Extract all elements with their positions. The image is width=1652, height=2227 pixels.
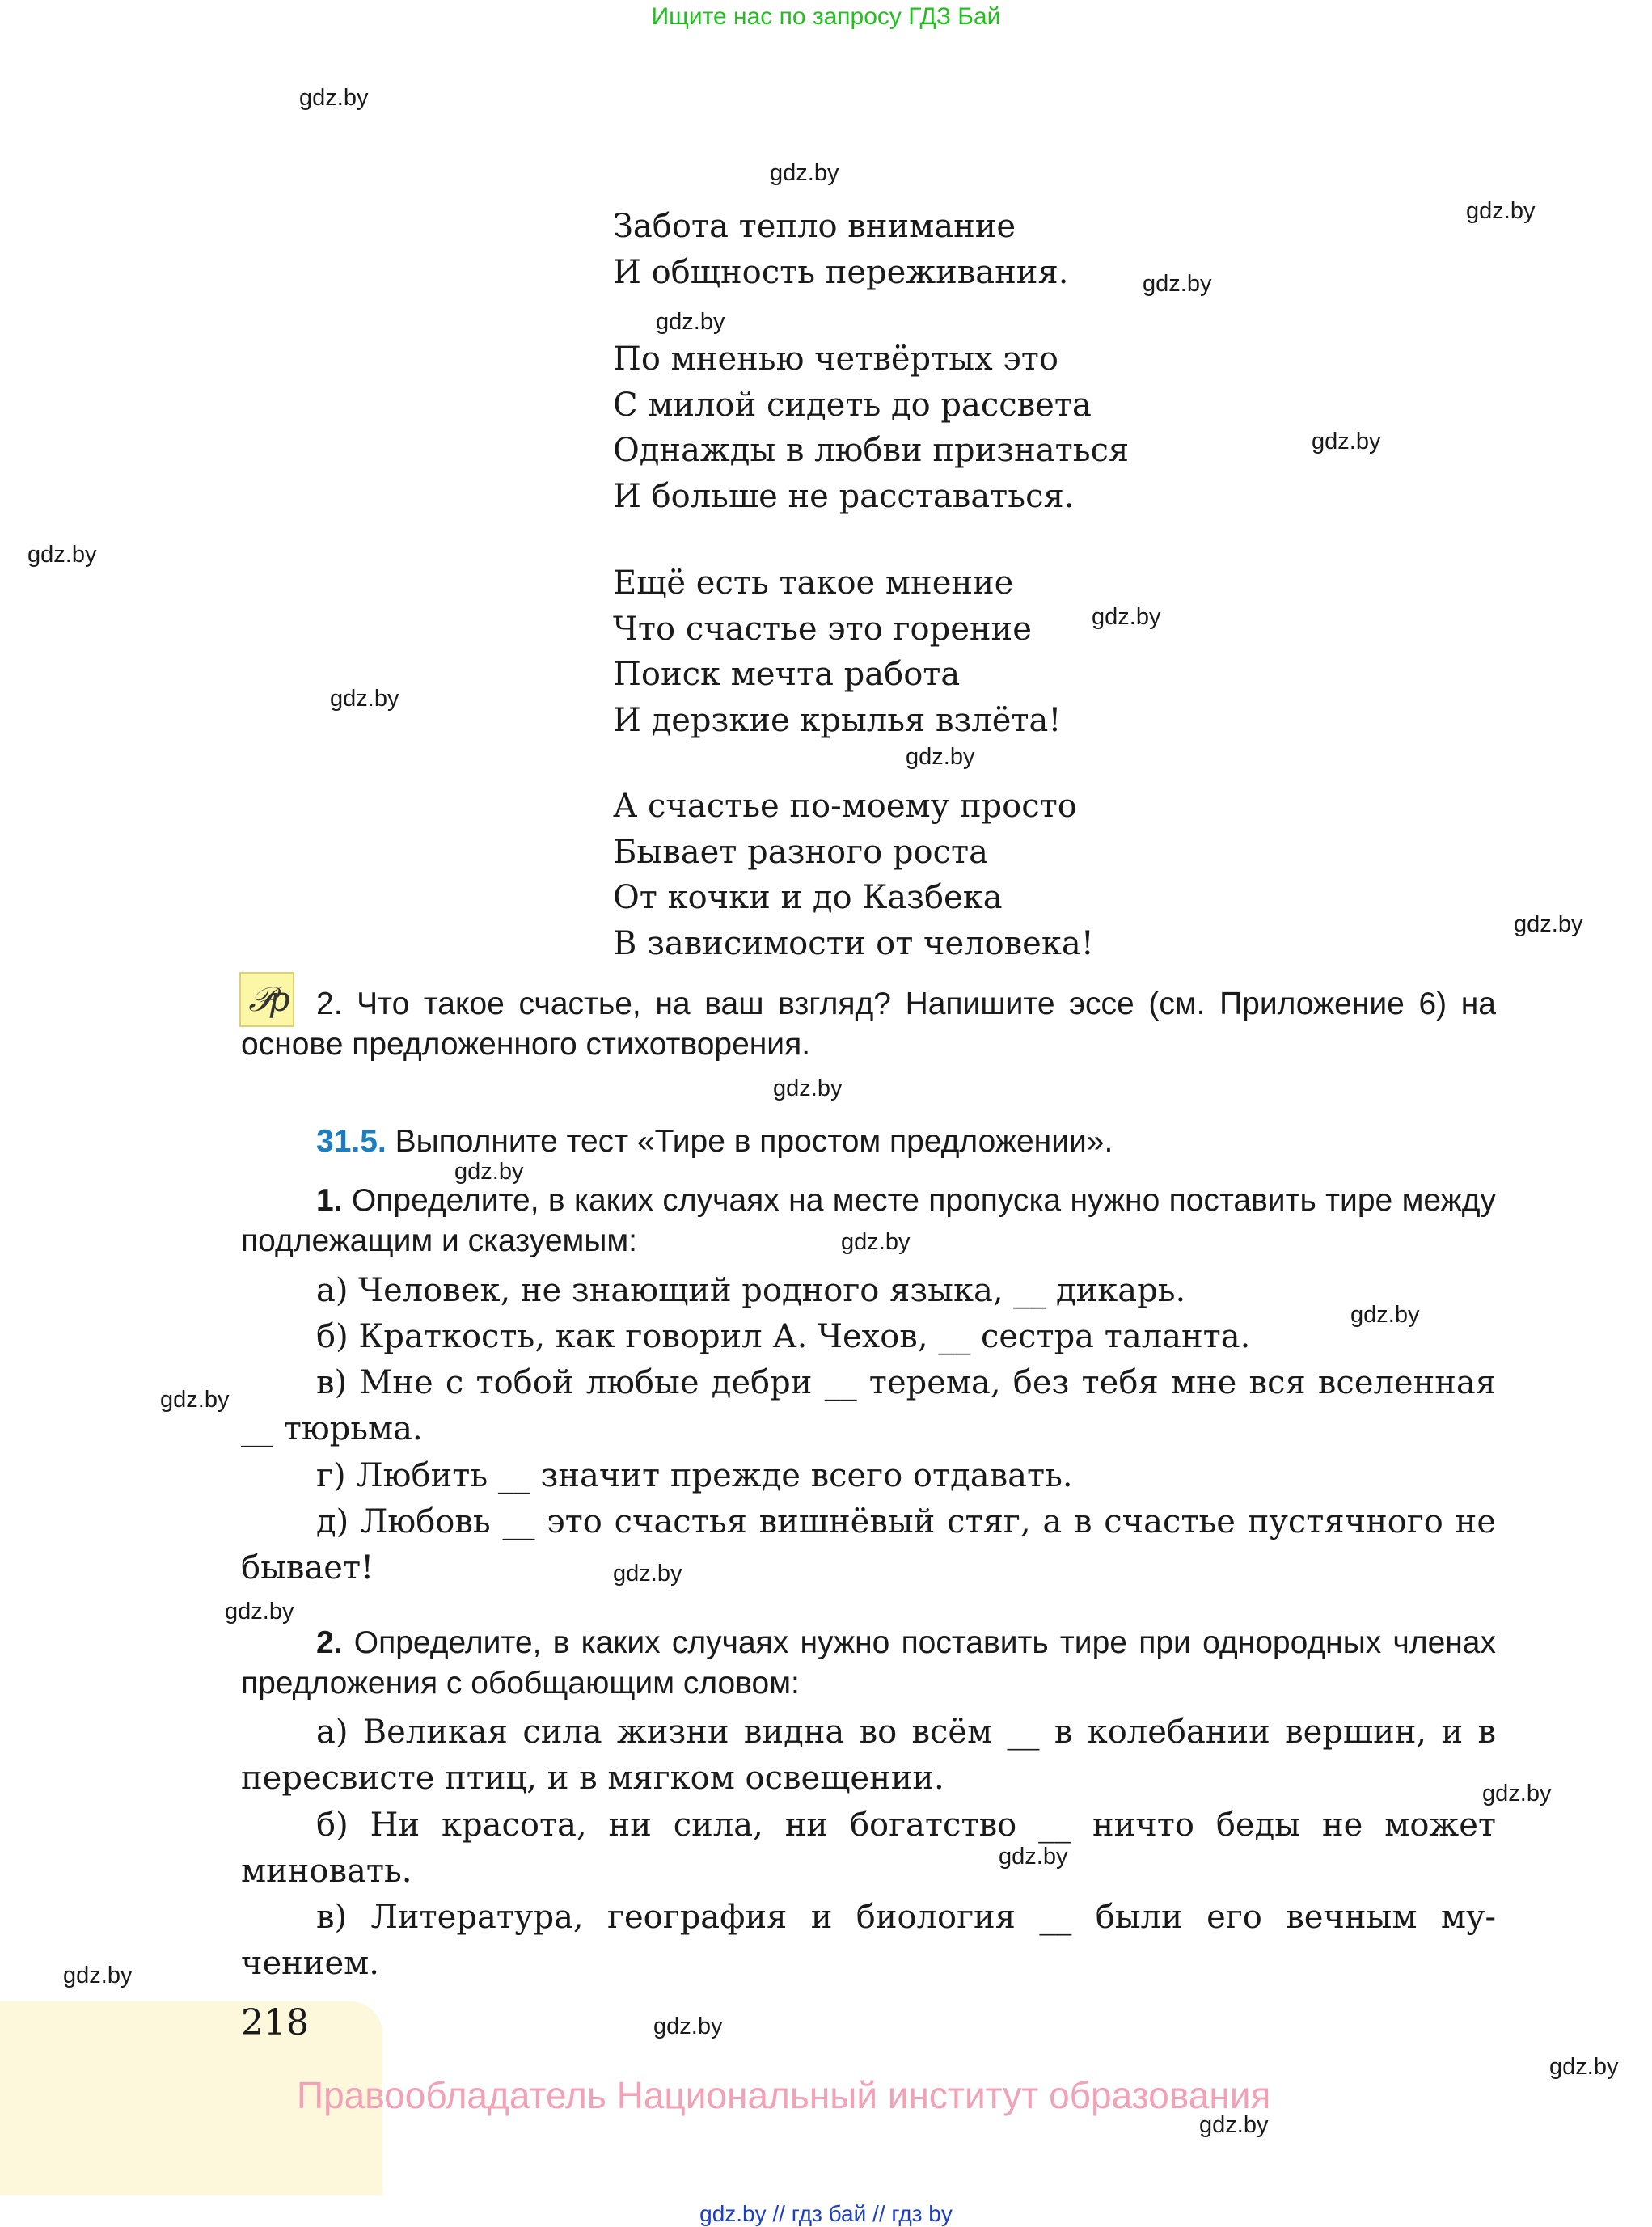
speech-development-icon: 𝒫p [239,972,294,1027]
answer-option: г) Любить __ значит прежде всего отдавать. [316,1457,1073,1494]
watermark: gdz.by [613,1561,682,1587]
question-1 [241,1181,1496,1261]
answer-option: д) Любовь __ это счастья вишнёвый стяг, а в счастье пустячного не бывает! [241,1503,1496,1587]
poem-line: Ещё есть такое мнение [613,564,1014,602]
poem-line: По мненью четвёртых это [613,340,1058,378]
answer-option: б) Ни красота, ни сила, ни богатство __ ничто беды не может миновать. [241,1807,1496,1890]
exercise-title: Выполните тест «Тире в простом предложении». [386,1124,1113,1159]
question-text: Определите, в каких случаях на месте пропуска нужно поставить тире между подлежащим и сказуемым: [241,1183,1496,1258]
poem-line: С милой сидеть до рассвета [613,386,1092,424]
question-2 [241,1623,1496,1704]
watermark: gdz.by [1514,911,1583,937]
poem-line: И больше не расставаться. [613,477,1075,515]
watermark: gdz.by [906,744,975,770]
watermark: gdz.by [653,2014,723,2039]
watermark: gdz.by [841,1229,911,1255]
exercise-number: 31.5. [316,1124,387,1159]
top-banner[interactable]: Ищите нас по запросу ГДЗ Бай [651,3,1001,30]
poem-line: Поиск мечта работа [613,656,961,694]
watermark: gdz.by [225,1599,294,1625]
watermark: gdz.by [1350,1302,1420,1328]
watermark: gdz.by [773,1075,843,1101]
poem-line: И общность переживания. [613,253,1069,291]
page-number: 218 [241,2002,309,2043]
watermark: gdz.by [63,1963,133,1988]
watermark: gdz.by [454,1159,524,1185]
watermark: gdz.by [1466,198,1536,224]
poem-line: Что счастье это горение [613,610,1032,648]
watermark: gdz.by [1482,1781,1552,1807]
exercise-header [241,1122,1496,1162]
watermark: gdz.by [1549,2054,1619,2080]
footer-links[interactable]: gdz.by // гдз бай // гдз by [699,2201,953,2226]
question-text: Определите, в каких случаях нужно поставить тире при однородных членах предложения с обобщающим словом: [241,1625,1496,1701]
poem-stanza [613,336,1129,519]
poem-line: И дерзкие крылья взлёта! [613,701,1062,739]
watermark: gdz.by [1312,429,1381,454]
poem-stanza [613,784,1094,966]
poem-line: Бывает разного роста [613,833,988,871]
watermark: gdz.by [1199,2112,1269,2138]
answer-option: в) Мне с тобой любые дебри __ терема, без тебя мне вся вселенная __ тюрьма. [241,1364,1496,1447]
watermark: gdz.by [160,1387,230,1413]
watermark: gdz.by [299,85,369,111]
task2-text: 2. Что такое счастье, на ваш взгляд? Напишите эссе (см. Приложение 6) на основе предложенного стихотворения. [241,987,1496,1062]
rights-holder-notice: Правообладатель Национальный институт образования [297,2074,1271,2116]
answer-option: в) Литература, география и биология __ были его вечным мучением. [241,1899,1496,1982]
poem-stanza [613,204,1068,295]
watermark: gdz.by [330,686,399,712]
question-number: 1. [316,1183,343,1218]
watermark: gdz.by [999,1844,1068,1870]
question-number: 2. [316,1625,343,1660]
answer-option: б) Краткость, как говорил А. Чехов, __ сестра таланта. [316,1318,1251,1355]
poem-line: Забота тепло внимание [613,208,1016,245]
watermark: gdz.by [656,309,725,335]
answer-option: а) Великая сила жизни видна во всём __ в колебании вершин, и в пересвисте птиц, и в мягком освещении. [241,1714,1496,1797]
watermark: gdz.by [1143,271,1212,297]
watermark: gdz.by [770,160,839,186]
watermark: gdz.by [1092,604,1161,630]
answer-option: а) Человек, не знающий родного языка, __ дикарь. [316,1272,1186,1309]
poem-stanza [613,560,1061,743]
watermark: gdz.by [27,542,97,568]
poem-line: В зависимости от человека! [613,924,1094,962]
poem-line: От кочки и до Казбека [613,879,1003,917]
poem-line: А счастье по-моему просто [613,788,1077,825]
poem-line: Однажды в любви признаться [613,432,1130,470]
